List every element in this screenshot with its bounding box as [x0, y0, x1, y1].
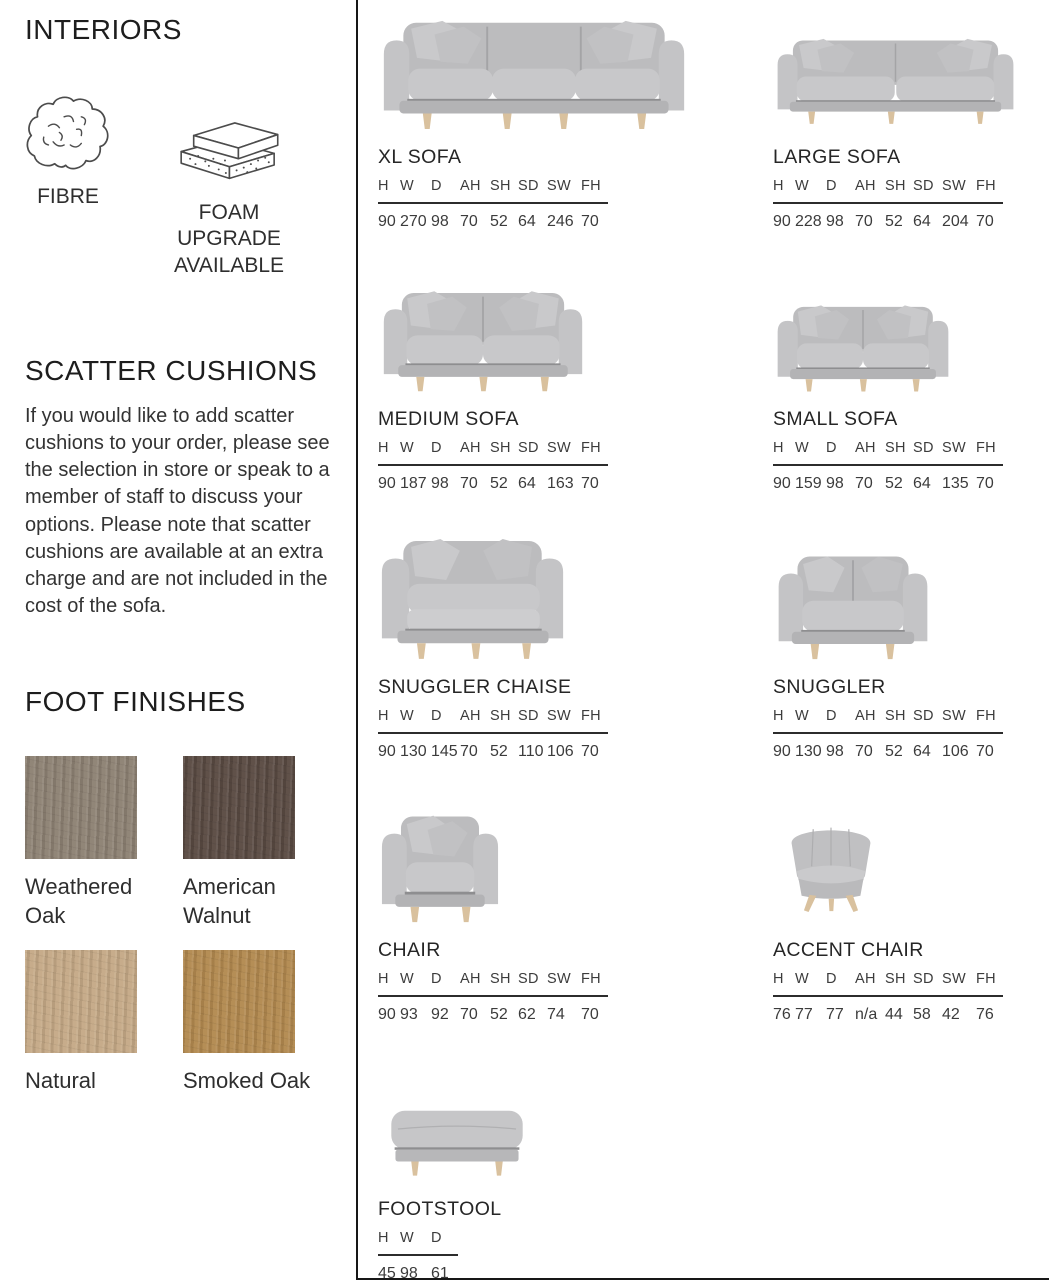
dim-cell: SH — [885, 971, 906, 987]
dims-rule — [773, 464, 1003, 466]
product-name: ACCENT CHAIR — [773, 939, 924, 961]
foam-upgrade-label: FOAM UPGRADE AVAILABLE — [173, 201, 285, 277]
dim-cell: 159 — [795, 475, 822, 492]
dim-cell: SH — [885, 178, 906, 194]
dim-cell: 110 — [518, 743, 544, 760]
dim-cell: D — [431, 708, 442, 724]
dim-cell: SW — [942, 708, 966, 724]
dim-cell: H — [378, 178, 389, 194]
dim-headers — [378, 1230, 690, 1246]
fibre-icon — [25, 94, 111, 174]
dim-cell: AH — [460, 708, 481, 724]
product-card-snuggler — [773, 530, 1049, 761]
dim-cell: 90 — [378, 743, 396, 760]
dims-rule — [378, 202, 608, 204]
dim-cell: D — [826, 178, 837, 194]
foam-item — [149, 114, 309, 279]
dim-cell: 70 — [460, 213, 478, 230]
dim-cell: 90 — [378, 213, 396, 230]
product-name: LARGE SOFA — [773, 146, 901, 168]
dim-cell: 204 — [942, 213, 969, 230]
dims-rule — [378, 464, 608, 466]
product-name: FOOTSTOOL — [378, 1198, 502, 1220]
fibre-label: FIBRE — [37, 185, 99, 208]
dim-cell: 163 — [547, 475, 574, 492]
dim-cell: 90 — [378, 475, 396, 492]
dim-cell: 70 — [855, 213, 873, 230]
swatch-label: American Walnut — [183, 874, 276, 928]
dims-rule — [378, 732, 608, 734]
footstool-image — [378, 1072, 690, 1184]
dim-cell: W — [795, 178, 809, 194]
dim-values — [378, 743, 690, 761]
dim-cell: SW — [547, 708, 571, 724]
dim-cell: D — [431, 178, 442, 194]
dim-cell: W — [400, 178, 414, 194]
dim-cell: SD — [913, 440, 934, 456]
dim-cell: 93 — [400, 1006, 418, 1023]
dim-cell: 52 — [490, 1006, 508, 1023]
dim-cell: n/a — [855, 1006, 878, 1023]
product-name: SMALL SOFA — [773, 408, 898, 430]
product-card-small-sofa — [773, 268, 1049, 493]
product-name: MEDIUM SOFA — [378, 408, 519, 430]
product-name: XL SOFA — [378, 146, 462, 168]
dim-cell: H — [773, 971, 784, 987]
dim-cell: 64 — [518, 213, 536, 230]
dim-cell: 70 — [460, 1006, 478, 1023]
dim-cell: SH — [490, 178, 511, 194]
smoked-oak-swatch-image — [183, 950, 295, 1053]
dim-cell: 70 — [976, 213, 994, 230]
dim-cell: 70 — [460, 475, 478, 492]
dim-cell: 130 — [795, 743, 822, 760]
dim-cell: 52 — [490, 743, 508, 760]
dim-cell: 76 — [976, 1006, 994, 1023]
scatter-cushions-text: If you would like to add scatter cushions to your order, please see the selection in store or speak to a member of staff to discuss your options. Please note that scatter cushions are available at an extra charge and are not included in the cost of the sofa. — [25, 404, 330, 618]
product-card-accent-chair — [773, 795, 1049, 1024]
dim-headers — [378, 178, 690, 194]
dim-cell: SD — [913, 178, 934, 194]
foot-finish-swatches — [25, 756, 334, 1096]
dim-cell: FH — [581, 971, 601, 987]
product-name: SNUGGLER — [773, 676, 886, 698]
dim-cell: 98 — [826, 743, 844, 760]
dim-cell: SW — [547, 178, 571, 194]
swatch-label: Weathered Oak — [25, 874, 133, 928]
dim-cell: 106 — [942, 743, 969, 760]
dim-cell: SD — [913, 708, 934, 724]
dim-cell: 187 — [400, 475, 427, 492]
dims-rule — [773, 995, 1003, 997]
foot-finishes-title: FOOT FINISHES — [25, 686, 246, 718]
medium-sofa-image — [378, 268, 690, 394]
dim-cell: D — [826, 440, 837, 456]
dim-cell: H — [773, 178, 784, 194]
dim-cell: 45 — [378, 1265, 396, 1280]
dim-cell: 228 — [795, 213, 822, 230]
product-card-medium-sofa — [378, 268, 690, 493]
scatter-cushions-title: SCATTER CUSHIONS — [25, 354, 318, 386]
dim-cell: W — [795, 708, 809, 724]
dim-cell: FH — [976, 440, 996, 456]
dim-values — [773, 475, 1049, 493]
dim-cell: D — [431, 1230, 442, 1246]
dim-cell: 90 — [773, 743, 791, 760]
dim-cell: SD — [518, 178, 539, 194]
dim-cell: 246 — [547, 213, 574, 230]
dim-cell: 52 — [885, 475, 903, 492]
dim-cell: 106 — [547, 743, 574, 760]
dim-values — [378, 475, 690, 493]
swatch-natural — [25, 950, 155, 1096]
dim-cell: 61 — [431, 1265, 449, 1280]
accent-chair-image — [773, 795, 1049, 925]
dim-cell: AH — [855, 971, 876, 987]
dim-cell: AH — [855, 178, 876, 194]
product-card-snuggler-chaise — [378, 530, 690, 761]
dims-rule — [773, 202, 1003, 204]
dim-cell: 70 — [855, 475, 873, 492]
dim-cell: 77 — [795, 1006, 813, 1023]
dim-cell: 64 — [913, 213, 931, 230]
dim-cell: D — [826, 708, 837, 724]
dim-headers — [773, 708, 1049, 724]
swatch-label: Natural — [25, 1068, 96, 1094]
dim-cell: W — [400, 440, 414, 456]
dim-cell: 70 — [581, 475, 599, 492]
swatch-label: Smoked Oak — [183, 1068, 311, 1094]
dim-cell: 90 — [773, 213, 791, 230]
dim-headers — [378, 708, 690, 724]
dim-cell: AH — [460, 178, 481, 194]
dim-headers — [378, 971, 690, 987]
swatch-weathered-oak — [25, 756, 155, 930]
dim-cell: FH — [581, 440, 601, 456]
dims-rule — [773, 732, 1003, 734]
dim-values — [378, 1265, 690, 1280]
dim-cell: SW — [547, 971, 571, 987]
dim-cell: FH — [976, 971, 996, 987]
dim-cell: 70 — [855, 743, 873, 760]
dim-cell: SD — [913, 971, 934, 987]
product-card-xl-sofa — [378, 6, 690, 231]
dim-cell: SW — [942, 971, 966, 987]
dim-cell: 98 — [826, 475, 844, 492]
dim-cell: D — [431, 971, 442, 987]
dim-cell: 77 — [826, 1006, 844, 1023]
dim-cell: W — [795, 440, 809, 456]
large-sofa-image — [773, 6, 1049, 132]
dim-cell: 98 — [826, 213, 844, 230]
dim-cell: 130 — [400, 743, 427, 760]
dim-cell: FH — [976, 708, 996, 724]
dim-cell: AH — [855, 440, 876, 456]
dim-cell: 52 — [490, 213, 508, 230]
dim-cell: SD — [518, 708, 539, 724]
dim-cell: 70 — [581, 213, 599, 230]
dim-headers — [773, 178, 1049, 194]
dim-headers — [378, 440, 690, 456]
dim-values — [773, 213, 1049, 231]
dim-cell: SH — [490, 971, 511, 987]
dim-cell: H — [378, 971, 389, 987]
fibre-item — [25, 94, 111, 210]
dim-cell: 98 — [431, 475, 449, 492]
snuggler-image — [773, 530, 1049, 662]
dim-cell: SH — [490, 708, 511, 724]
dim-cell: 52 — [885, 743, 903, 760]
dim-cell: 70 — [460, 743, 478, 760]
dim-cell: 70 — [976, 743, 994, 760]
swatch-american-walnut — [183, 756, 313, 930]
dim-cell: SH — [885, 440, 906, 456]
dim-cell: 64 — [913, 743, 931, 760]
product-card-chair — [378, 795, 690, 1024]
dim-cell: 64 — [913, 475, 931, 492]
foam-upgrade-icon — [168, 114, 290, 190]
xl-sofa-image — [378, 6, 690, 132]
dim-values — [773, 743, 1049, 761]
dim-cell: H — [378, 708, 389, 724]
weathered-oak-swatch-image — [25, 756, 137, 859]
dim-cell: H — [378, 440, 389, 456]
dim-cell: 98 — [431, 213, 449, 230]
dim-cell: H — [773, 440, 784, 456]
vertical-divider — [356, 0, 358, 1280]
dim-headers — [773, 971, 1049, 987]
american-walnut-swatch-image — [183, 756, 295, 859]
dim-cell: SW — [942, 178, 966, 194]
product-card-large-sofa — [773, 6, 1049, 231]
small-sofa-image — [773, 268, 1049, 394]
dim-cell: 135 — [942, 475, 969, 492]
dim-headers — [773, 440, 1049, 456]
dim-cell: SD — [518, 440, 539, 456]
natural-swatch-image — [25, 950, 137, 1053]
dim-cell: 270 — [400, 213, 427, 230]
dim-cell: AH — [460, 440, 481, 456]
dim-cell: 98 — [400, 1265, 418, 1280]
chair-image — [378, 795, 690, 925]
dim-cell: 76 — [773, 1006, 791, 1023]
dim-cell: 42 — [942, 1006, 960, 1023]
info-sidebar — [0, 0, 356, 1280]
dim-cell: H — [773, 708, 784, 724]
product-name: SNUGGLER CHAISE — [378, 676, 572, 698]
dim-cell: SD — [518, 971, 539, 987]
dim-cell: W — [795, 971, 809, 987]
dim-cell: FH — [581, 178, 601, 194]
dim-cell: SW — [547, 440, 571, 456]
dim-cell: AH — [855, 708, 876, 724]
dim-cell: 52 — [490, 475, 508, 492]
snuggler-chaise-image — [378, 530, 690, 662]
dim-cell: 90 — [378, 1006, 396, 1023]
dim-cell: 145 — [431, 743, 458, 760]
dim-cell: D — [431, 440, 442, 456]
dim-cell: 62 — [518, 1006, 536, 1023]
dim-cell: 90 — [773, 475, 791, 492]
dim-cell: 74 — [547, 1006, 565, 1023]
dim-cell: W — [400, 708, 414, 724]
dim-cell: 92 — [431, 1006, 449, 1023]
dim-values — [378, 1006, 690, 1024]
product-name: CHAIR — [378, 939, 441, 961]
dims-rule — [378, 995, 608, 997]
dim-cell: 70 — [581, 743, 599, 760]
dim-cell: 52 — [885, 213, 903, 230]
dim-values — [378, 213, 690, 231]
dim-cell: D — [826, 971, 837, 987]
dim-cell: H — [378, 1230, 389, 1246]
dim-cell: 64 — [518, 475, 536, 492]
dims-rule — [378, 1254, 458, 1256]
dim-cell: FH — [581, 708, 601, 724]
dim-cell: AH — [460, 971, 481, 987]
dim-cell: SH — [490, 440, 511, 456]
swatch-smoked-oak — [183, 950, 313, 1096]
interiors-title: INTERIORS — [25, 14, 182, 45]
dim-cell: SH — [885, 708, 906, 724]
dim-cell: SW — [942, 440, 966, 456]
dim-cell: 58 — [913, 1006, 931, 1023]
dim-cell: 44 — [885, 1006, 903, 1023]
dim-cell: FH — [976, 178, 996, 194]
dim-cell: 70 — [976, 475, 994, 492]
dim-cell: 70 — [581, 1006, 599, 1023]
product-card-footstool — [378, 1072, 690, 1280]
dim-values — [773, 1006, 1049, 1024]
interiors-items — [25, 94, 334, 279]
dim-cell: W — [400, 1230, 414, 1246]
dim-cell: W — [400, 971, 414, 987]
